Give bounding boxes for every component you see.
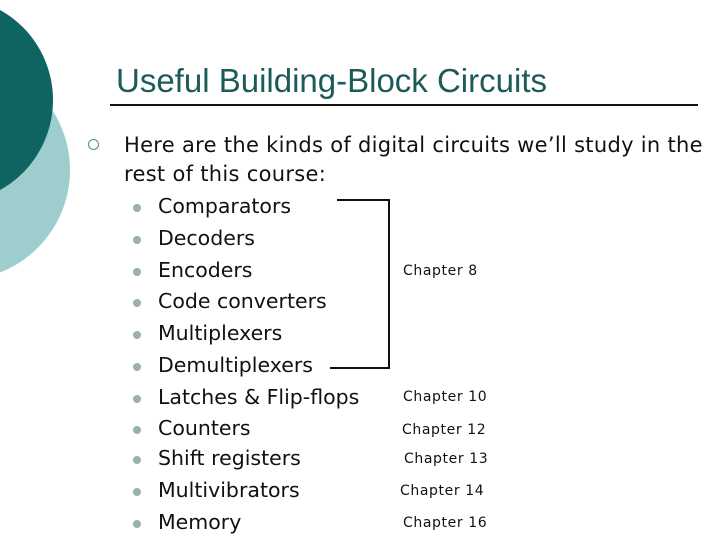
title-underline [110,104,698,106]
bullet-dot-icon [133,331,141,339]
list-item: Demultiplexers [158,353,313,377]
intro-text: Here are the kinds of digital circuits we’ll study in the rest of this course: [124,133,703,186]
bullet-dot-icon [133,520,141,528]
decorative-circles [0,0,80,300]
chapter-label: Chapter 16 [403,515,488,531]
list-item: Comparators [158,194,292,218]
group-bracket-top [337,199,390,201]
group-bracket-bottom [330,367,390,369]
list-item: Multivibrators [158,478,300,502]
bullet-dot-icon [133,363,141,371]
list-item: Memory [158,510,242,534]
chapter-label: Chapter 10 [403,389,488,405]
list-item: Encoders [158,258,253,282]
chapter-label: Chapter 13 [404,451,489,467]
group-bracket-side [388,199,390,369]
slide-title: Useful Building-Block Circuits [116,62,547,99]
chapter-label: Chapter 14 [400,483,485,499]
list-item: Multiplexers [158,321,283,345]
list-item: Code converters [158,289,327,313]
bullet-dot-icon [133,426,141,434]
list-item: Decoders [158,226,255,250]
bullet-dot-icon [133,268,141,276]
bullet-dot-icon [133,488,141,496]
list-item: Latches & Flip-flops [158,385,360,409]
bullet-dot-icon [133,299,141,307]
bullet-dot-icon [133,456,141,464]
bullet-dot-icon [133,236,141,244]
chapter-label: Chapter 8 [403,263,478,279]
bullet-dot-icon [133,204,141,212]
hollow-bullet-icon [88,139,99,150]
chapter-label: Chapter 12 [402,422,487,438]
list-item: Counters [158,416,251,440]
bullet-dot-icon [133,395,141,403]
list-item: Shift registers [158,446,301,470]
